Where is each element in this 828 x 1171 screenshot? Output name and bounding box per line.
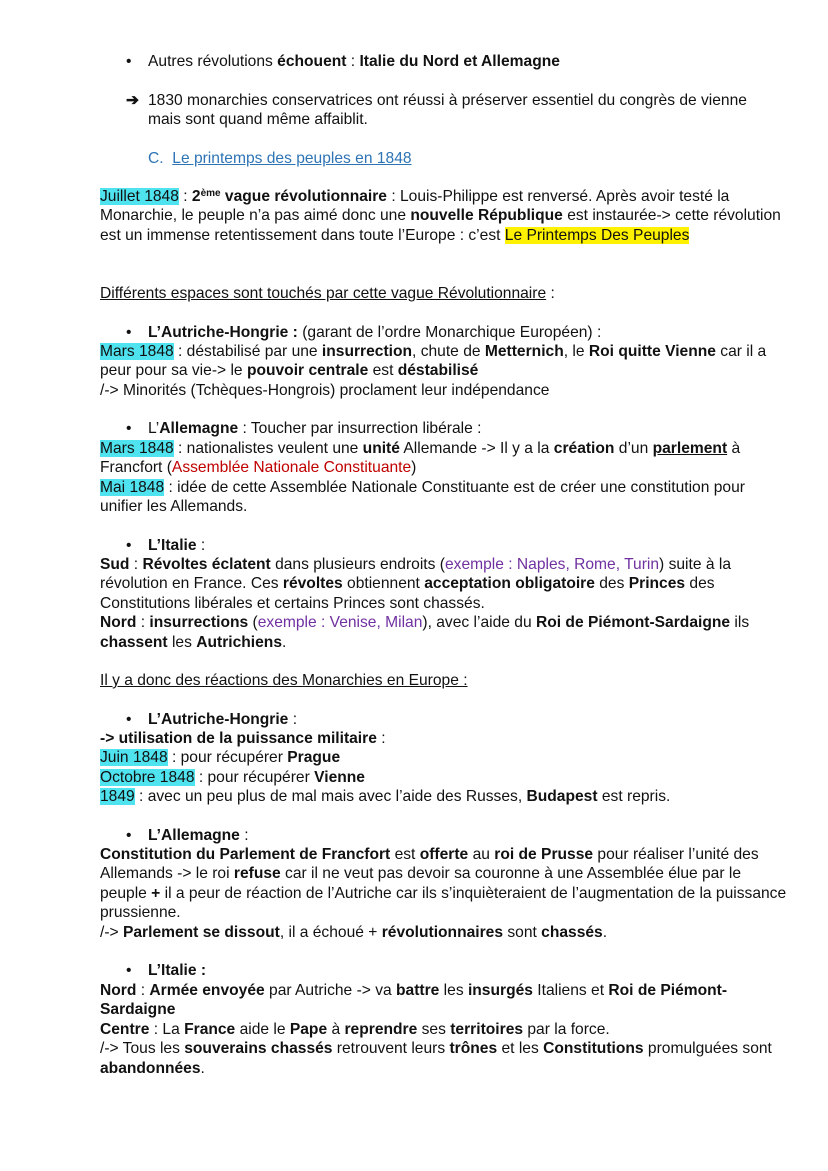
section-c-heading: C. Le printemps des peuples en 1848 (148, 150, 412, 167)
printemps-highlight: Le Printemps Des Peuples (504, 226, 690, 244)
bullet-icon: • (126, 827, 132, 844)
bullet-icon: • (126, 53, 132, 70)
subheading-reactions: Il y a donc des réactions des Monarchies en Europe : (100, 672, 468, 689)
date-highlight: 1849 (100, 788, 135, 806)
paragraph-juillet-1848: Juillet 1848 : 2ème vague révolutionnaire : Louis-Philippe est renversé. Après avoir testé la Monarchie, le peuple n’a pas aimé donc une nouvelle République est instaurée-> cette révolution est un immense retentissement dans toute l’Europe : c’est Le Printemps Des Peuples (100, 188, 781, 244)
bullet-italie-1: • L’Italie : (126, 537, 206, 554)
bullet-icon: • (126, 537, 132, 554)
intro-arrow-line: ➔ 1830 monarchies conservatrices ont réussi à préserver essentiel du congrès de vienne mais sont quand même affaiblit. (126, 92, 747, 129)
intro-bullet-line: • Autres révolutions échouent : Italie du Nord et Allemagne (126, 53, 560, 70)
bullet-italie-2: • L’Italie : (126, 962, 207, 979)
section-c-title-link[interactable]: Le printemps des peuples en 1848 (172, 150, 412, 167)
paragraph-allemagne-1: Mars 1848 : nationalistes veulent une unité Allemande -> Il y a la création d’un parlement à Francfort (Assemblée Nationale Constituante) Mai 1848 : idée de cette Assemblée Nationale Constituante est de créer une constitution pour unifier les Allemands. (100, 440, 745, 516)
bullet-icon: • (126, 420, 132, 437)
bullet-allemagne-2: • L’Allemagne : (126, 827, 249, 844)
date-highlight: Mai 1848 (100, 478, 165, 496)
date-highlight: Juillet 1848 (100, 188, 179, 205)
bullet-autriche-hongrie-2: • L’Autriche-Hongrie : (126, 711, 298, 728)
paragraph-autriche-2: -> utilisation de la puissance militaire : Juin 1848 : pour récupérer Prague Octobre 1848 : pour récupérer Vienne 1849 : avec un peu plus de mal mais avec l’aide des Russes, Budapest est repris. (100, 730, 671, 806)
paragraph-italie-1: Sud : Révoltes éclatent dans plusieurs endroits (exemple : Naples, Rome, Turin) suite à la révolution en France. Ces révoltes obtiennent acceptation obligatoire des Princes des Constitutions libérales et certains Princes sont chassés. Nord : insurrections (exemple : Venise, Milan), avec l’aide du Roi de Piémont-Sardaigne ils chassent les Autrichiens. (100, 556, 750, 651)
paragraph-allemagne-2: Constitution du Parlement de Francfort est offerte au roi de Prusse pour réaliser l’unité des Allemands -> le roi refuse car il ne veut pas devoir sa couronne à une Assemblée élue par le peuple + il a peur de réaction de l’Autriche car ils s’inquièteraient de l’augmentation de la puissance prussienne. /-> Parlement se dissout, il a échoué + révolutionnaires sont chassés. (100, 846, 787, 941)
arrow-right-icon: ➔ (126, 92, 140, 109)
date-highlight: Mars 1848 (100, 440, 174, 457)
bullet-autriche-hongrie-1: • L’Autriche-Hongrie : (garant de l’ordre Monarchique Européen) : (126, 324, 602, 341)
bullet-allemagne-1: • L’Allemagne : Toucher par insurrection libérale : (126, 420, 482, 437)
subheading-espaces: Différents espaces sont touchés par cette vague Révolutionnaire : (100, 285, 555, 302)
bullet-icon: • (126, 962, 132, 979)
paragraph-italie-2: Nord : Armée envoyée par Autriche -> va battre les insurgés Italiens et Roi de Piémont-Sardaigne Centre : La France aide le Pape à reprendre ses territoires par la force. /-> Tous les souverains chassés retrouvent leurs trônes et les Constitutions promulguées sont abandonnées. (100, 982, 772, 1077)
bullet-icon: • (126, 711, 132, 728)
date-highlight: Octobre 1848 (100, 768, 195, 786)
date-highlight: Mars 1848 (100, 343, 174, 360)
bullet-icon: • (126, 324, 132, 341)
paragraph-autriche-1: Mars 1848 : déstabilisé par une insurrection, chute de Metternich, le Roi quitte Vienne car il a peur pour sa vie-> le pouvoir centrale est déstabilisé /-> Minorités (Tchèques-Hongrois) proclament leur indépendance (100, 343, 767, 399)
date-highlight: Juin 1848 (100, 749, 168, 767)
